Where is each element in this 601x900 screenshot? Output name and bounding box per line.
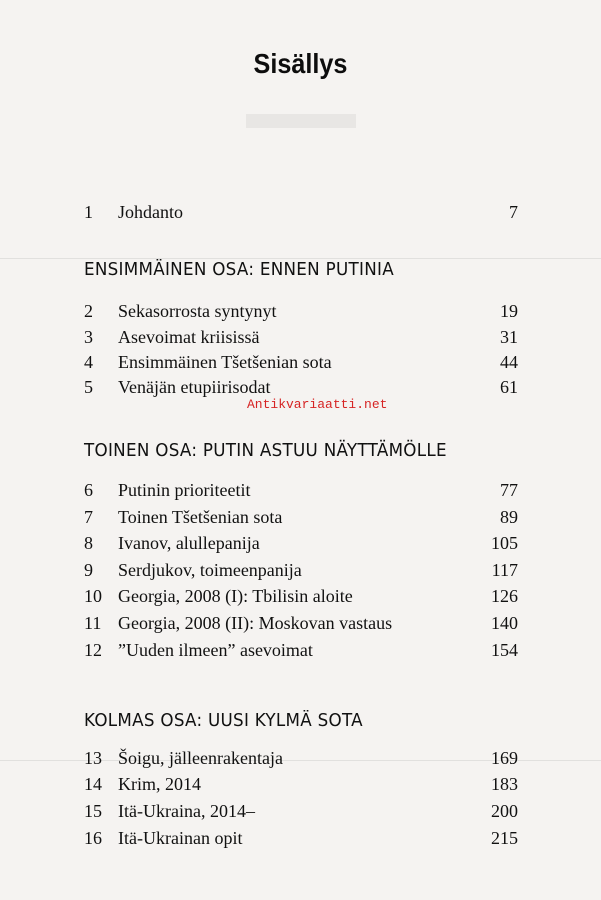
- chapter-number: 5: [84, 377, 93, 397]
- page-number: 61: [500, 377, 518, 397]
- page-number: 154: [491, 640, 518, 660]
- page-number: 19: [500, 301, 518, 321]
- chapter-title: Putinin prioriteetit: [118, 480, 251, 500]
- page-number: 105: [491, 533, 518, 553]
- chapter-title: Krim, 2014: [118, 774, 201, 794]
- page-number: 44: [500, 352, 518, 372]
- chapter-title: Sekasorrosta syntynyt: [118, 301, 277, 321]
- toc-entry: [84, 828, 518, 852]
- chapter-title: Georgia, 2008 (I): Tbilisin aloite: [118, 586, 353, 606]
- chapter-title: Itä-Ukrainan opit: [118, 828, 243, 848]
- chapter-title: Itä-Ukraina, 2014–: [118, 801, 255, 821]
- chapter-number: 8: [84, 533, 93, 553]
- chapter-number: 11: [84, 613, 102, 633]
- toc-entry: [84, 613, 518, 637]
- chapter-title: Ensimmäinen Tšetšenian sota: [118, 352, 332, 372]
- toc-entry: [84, 507, 518, 531]
- chapter-title: ”Uuden ilmeen” asevoimat: [118, 640, 313, 660]
- toc-entry: [84, 327, 518, 351]
- page-number: 215: [491, 828, 518, 848]
- chapter-number: 2: [84, 301, 93, 321]
- toc-entry: [84, 533, 518, 557]
- chapter-title: Ivanov, alullepanija: [118, 533, 260, 553]
- chapter-title: Toinen Tšetšenian sota: [118, 507, 283, 527]
- show-through-shape: [246, 104, 356, 134]
- page-number: 31: [500, 327, 518, 347]
- toc-entry: [84, 352, 518, 376]
- page-number: 183: [491, 774, 518, 794]
- chapter-number: 9: [84, 560, 93, 580]
- chapter-number: 14: [84, 774, 102, 794]
- toc-entry: [84, 301, 518, 325]
- chapter-number: 10: [84, 586, 102, 606]
- page-number: 200: [491, 801, 518, 821]
- watermark-text: Antikvariaatti.net: [247, 397, 388, 412]
- show-through-decoration: [246, 104, 356, 143]
- page-number: 117: [491, 560, 518, 580]
- page-number: 89: [500, 507, 518, 527]
- part-heading: ENSIMMÄINEN OSA: ENNEN PUTINIA: [84, 259, 394, 280]
- toc-entry: [84, 640, 518, 664]
- page-number: 169: [491, 748, 518, 768]
- toc-entry: [84, 748, 518, 772]
- page-title: Sisällys: [253, 48, 348, 79]
- toc-entry-intro: [84, 202, 518, 226]
- page-number: 140: [491, 613, 518, 633]
- page-number: 77: [500, 480, 518, 500]
- part-heading: KOLMAS OSA: UUSI KYLMÄ SOTA: [84, 710, 363, 731]
- part-heading: TOINEN OSA: PUTIN ASTUU NÄYTTÄMÖLLE: [84, 440, 447, 461]
- toc-entry: [84, 586, 518, 610]
- page-number: 126: [491, 586, 518, 606]
- chapter-number: 7: [84, 507, 93, 527]
- toc-entry: [84, 560, 518, 584]
- chapter-title: Šoigu, jälleenrakentaja: [118, 748, 283, 768]
- chapter-number: 16: [84, 828, 102, 848]
- chapter-number: 13: [84, 748, 102, 768]
- chapter-title: Georgia, 2008 (II): Moskovan vastaus: [118, 613, 393, 633]
- chapter-number: 15: [84, 801, 102, 821]
- toc-entry: [84, 774, 518, 798]
- toc-entry: [84, 480, 518, 504]
- chapter-number: 6: [84, 480, 93, 500]
- chapter-title: Johdanto: [118, 202, 183, 222]
- toc-entry: [84, 801, 518, 825]
- chapter-number: 4: [84, 352, 93, 372]
- page-number: 7: [509, 202, 518, 222]
- chapter-title: Serdjukov, toimeenpanija: [118, 560, 302, 580]
- chapter-number: 12: [84, 640, 102, 660]
- chapter-title: Venäjän etupiirisodat: [118, 377, 271, 397]
- chapter-number: 1: [84, 202, 93, 222]
- chapter-title: Asevoimat kriisissä: [118, 327, 260, 347]
- chapter-number: 3: [84, 327, 93, 347]
